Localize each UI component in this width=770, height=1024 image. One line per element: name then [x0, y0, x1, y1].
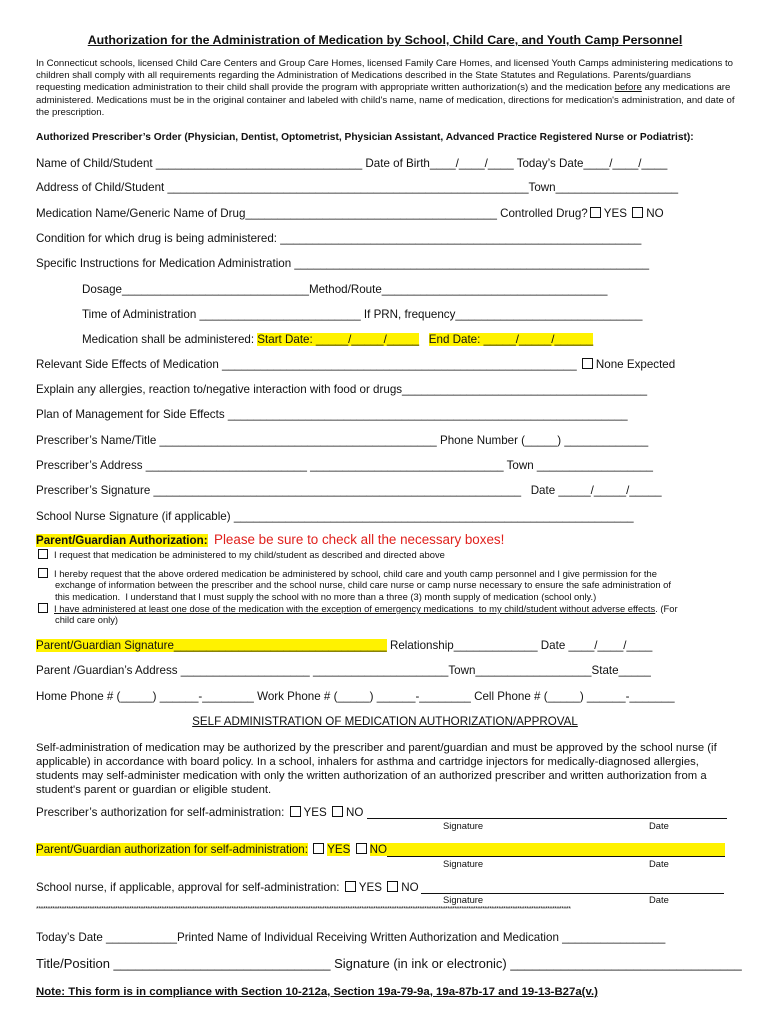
controlled-no-label: NO: [646, 207, 664, 220]
parent-check3-row: I have administered at least one dose of the medication with the exception of emergency medications to my child/student without adverse effects. (For: [38, 603, 678, 614]
controlled-no-checkbox[interactable]: [632, 207, 643, 218]
condition-field[interactable]: Condition for which drug is being administered: ________________________________________________________: [36, 232, 642, 245]
parent-self-signature-line[interactable]: [387, 843, 725, 857]
nurse-self-admin-label: School nurse, if applicable, approval for self-administration:: [36, 881, 340, 894]
side-effects-field[interactable]: Relevant Side Effects of Medication _______________________________________________________: [36, 358, 577, 371]
parent-check2-line2: exchange of information between the prescriber and the school nurse, child care nurse or camp nurse necessary to ensure the safe administration of: [55, 579, 671, 590]
parent-self-yes-checkbox[interactable]: [313, 843, 324, 854]
parent-check2-row: [38, 568, 657, 579]
child-address-field[interactable]: Address of Child/Student ________________________________________________________Town___________________: [36, 181, 679, 194]
parent-check1-checkbox[interactable]: [38, 549, 48, 559]
parent-address-field[interactable]: Parent /Guardian’s Address ____________________ _____________________Town__________________State_____: [36, 664, 651, 677]
nurse-self-no-checkbox[interactable]: [387, 881, 398, 892]
parent-check2-line3: this medication. I understand that I must supply the school with no more than a three (3) month supply of medication (school only.): [55, 591, 597, 602]
self-admin-heading: SELF ADMINISTRATION OF MEDICATION AUTHORIZATION/APPROVAL: [192, 715, 578, 728]
nurse-self-yes-checkbox[interactable]: [345, 881, 356, 892]
parent-check1-row: [38, 549, 445, 560]
nurse-signature-caption: Signature: [443, 894, 484, 905]
parent-check3-line2: child care only): [55, 614, 119, 625]
instructions-field[interactable]: Specific Instructions for Medication Administration _______________________________________________________: [36, 257, 650, 270]
electronic-signature-field[interactable]: Signature (in ink or electronic) ________________________________: [334, 956, 742, 971]
plan-field[interactable]: Plan of Management for Side Effects ______________________________________________________________: [36, 408, 628, 421]
child-name-field[interactable]: Name of Child/Student ________________________________ Date of Birth____/____/____ Today’s Date____/____/____: [36, 157, 668, 170]
title-position-field[interactable]: Title/Position ______________________________: [36, 956, 331, 971]
end-date-field[interactable]: End Date: _____/_____/______: [428, 333, 594, 346]
compliance-note: Note: This form is in compliance with Section 10-212a, Section 19a-79-9a, 19a-87b-17 and 19-13-B27a(v.): [36, 986, 598, 998]
phone-numbers-field[interactable]: Home Phone # (_____) ______-________ Work Phone # (_____) ______-________ Cell Phone # (_____) ______-_______: [36, 690, 675, 703]
prescriber-signature-field[interactable]: Prescriber’s Signature _________________________________________________________ Date _____/_____/_____: [36, 484, 662, 497]
form-title: Authorization for the Administration of Medication by School, Child Care, and Youth Camp Personnel: [87, 33, 683, 47]
controlled-yes-checkbox[interactable]: [590, 207, 601, 218]
medication-name-row: [36, 207, 664, 221]
medication-dates-row: [82, 333, 593, 347]
parent-check3-checkbox[interactable]: [38, 603, 48, 613]
parent-self-no-checkbox[interactable]: [356, 843, 367, 854]
parent-signature-field[interactable]: Parent/Guardian Signature_________________________________: [36, 639, 387, 652]
prescriber-self-yes-checkbox[interactable]: [290, 806, 301, 817]
prescriber-heading: Authorized Prescriber’s Order (Physician, Dentist, Optometrist, Physician Assistant, Advanced Practice Registered Nurse or Podiatrist):: [36, 132, 694, 143]
parent-signature-row: [36, 639, 652, 653]
start-date-field[interactable]: Start Date: _____/_____/_____: [257, 333, 420, 346]
nurse-self-admin-row: School nurse, if applicable, approval for self-administration: YES NO: [36, 881, 419, 894]
medication-dates-label: Medication shall be administered:: [82, 333, 258, 346]
today-date-field[interactable]: Today’s Date ___________Printed Name of Individual Receiving Written Authorization and Medication ________________: [36, 931, 666, 944]
prescriber-date-caption: Date: [649, 820, 669, 831]
prescriber-name-field[interactable]: Prescriber’s Name/Title ___________________________________________ Phone Number (_____) _____________: [36, 434, 649, 447]
parent-signature-caption: Signature: [443, 858, 484, 869]
parent-check1-label: I request that medication be administered to my child/student as described and directed above: [54, 549, 445, 560]
parent-check2-checkbox[interactable]: [38, 568, 48, 578]
intro-before-word: before: [614, 82, 642, 94]
parent-self-admin-label: Parent/Guardian authorization for self-administration:: [36, 843, 308, 856]
self-admin-paragraph: Self-administration of medication may be authorized by the prescriber and parent/guardian and must be approved by the school nurse (if applicable) in accordance with board policy. In a school, inhalers for asthma and cartridge injectors for medically-diagnosed allergies, students may self-administer medication with only the written authorization of an authorized prescriber and written authorization from a student's parent or guardian or eligible student.: [36, 742, 717, 796]
parent-relationship-field[interactable]: Relationship_____________ Date ____/____/____: [386, 639, 653, 652]
separator-stars: **************************************************************************************************************************************************************************************************************************************: [36, 906, 571, 913]
dosage-field[interactable]: Dosage_____________________________Method/Route___________________________________: [82, 283, 608, 296]
intro-paragraph: In Connecticut schools, licensed Child Care Centers and Group Care Homes, licensed Family Care Homes, and licensed Youth Camps administering medications to children shall comply with all requirements regarding the Administration of Medications described in the State Statutes and Regulations. Parents/guardians requesting medication administration to their child shall provide the program with appropriate written authorization(s) and the medication before any medications are administered. Medications must be in the original container and labeled with child's name, name of medication, directions for medication's administration, and date of the prescription.: [36, 58, 735, 118]
allergies-field[interactable]: Explain any allergies, reaction to/negative interaction with food or drugs______________________________________: [36, 383, 648, 396]
prescriber-self-signature-line[interactable]: [367, 818, 727, 819]
nurse-signature-field[interactable]: School Nurse Signature (if applicable) ______________________________________________________________: [36, 510, 634, 523]
none-expected-checkbox[interactable]: [582, 358, 593, 369]
parent-date-caption: Date: [649, 858, 669, 869]
parent-heading: Parent/Guardian Authorization:: [36, 534, 208, 547]
prescriber-signature-caption: Signature: [443, 820, 484, 831]
prescriber-self-no-checkbox[interactable]: [332, 806, 343, 817]
prescriber-self-admin-row: Prescriber’s authorization for self-administration: YES NO: [36, 806, 364, 819]
medication-name-field[interactable]: Medication Name/Generic Name of Drug_______________________________________ Controlled Drug?: [36, 207, 588, 220]
parent-check3-label: I have administered at least one dose of the medication with the exception of emergency medications to my child/student without adverse effects: [54, 603, 656, 614]
controlled-yes-label: YES: [603, 207, 627, 220]
parent-check2-line1: I hereby request that the above ordered medication be administered by school, child care and youth camp personnel and I give permission for the: [54, 568, 657, 579]
title-signature-row: [36, 956, 742, 972]
time-field[interactable]: Time of Administration _________________________ If PRN, frequency_____________________________: [82, 308, 643, 321]
side-effects-row: [36, 358, 675, 372]
prescriber-address-field[interactable]: Prescriber’s Address _________________________ ______________________________ Town __________________: [36, 459, 653, 472]
nurse-date-caption: Date: [649, 894, 669, 905]
prescriber-self-admin-label: Prescriber’s authorization for self-administration:: [36, 806, 285, 819]
none-expected-label: None Expected: [595, 358, 676, 371]
parent-self-admin-row: Parent/Guardian authorization for self-administration: YES NO: [36, 843, 388, 856]
parent-heading-row: [36, 533, 504, 548]
parent-warning: Please be sure to check all the necessary boxes!: [214, 532, 505, 547]
